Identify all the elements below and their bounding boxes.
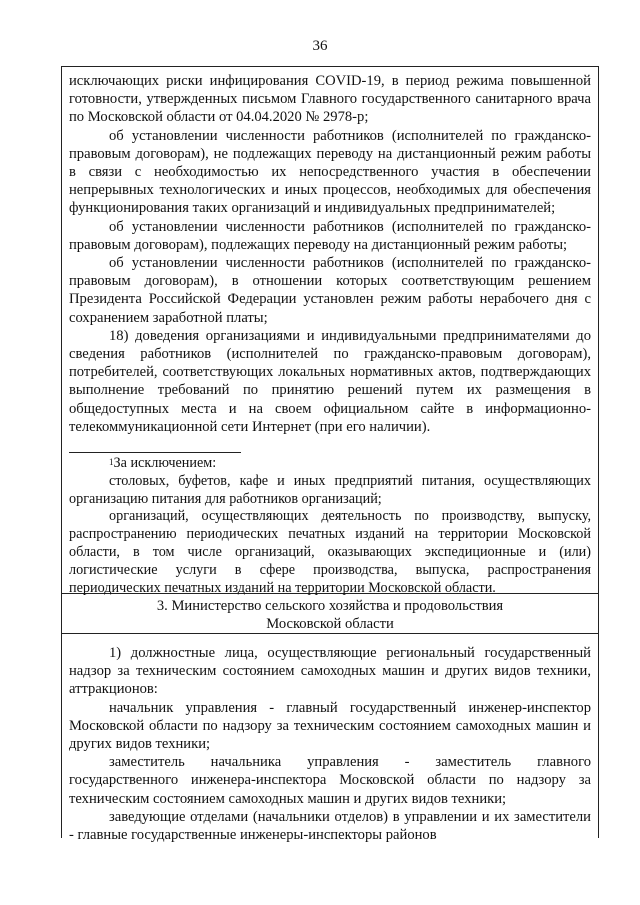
footnote-lead: [69, 455, 591, 473]
body-paragraph: 1) должностные лица, осуществляющие региональный государственный надзор за техническим состоянием самоходных машин и других видов техники, аттракционов:: [69, 645, 591, 698]
footnote: [69, 455, 591, 597]
body-paragraph: заведующие отделами (начальники отделов) в управлении и их заместители - главные государственные инженеры-инспекторы районов: [69, 808, 591, 844]
table-cell-requirements: [62, 67, 598, 594]
document-table: [61, 66, 599, 844]
body-paragraph: об установлении численности работников (исполнителей по гражданско-правовым договорам), подлежащих переводу на дистанционный режим работы;: [69, 218, 591, 253]
body-paragraph: исключающих риски инфицирования COVID-19, в период режима повышенной готовности, утвержденных письмом Главного государственного санитарного врача по Московской области от 04.04.2020 № 2978-р;: [69, 73, 591, 126]
footnote-paragraph: столовых, буфетов, кафе и иных предприятий питания, осуществляющих организацию питания для работников организаций;: [69, 472, 591, 507]
body-paragraph: 18) доведения организациями и индивидуальными предпринимателями до сведения работников (исполнителей по гражданско-правовым договорам), потребителей, соответствующих локальных нормативных актов, подтверждающих выполнение требований по принятию решений путем их размещения в общедоступных места и на своем официальном сайте в информационно-телекоммуникационной сети Интернет (при его наличии).: [69, 327, 591, 435]
section-heading-line: Московской области: [266, 616, 394, 633]
table-cell-officials: [62, 634, 598, 844]
footnote-divider: [69, 452, 241, 453]
page-number: 36: [312, 38, 328, 54]
body-paragraph: начальник управления - главный государственный инженер-инспектор Московской области по надзору за техническим состоянием самоходных машин и других видов техники;: [69, 699, 591, 753]
body-paragraph: об установлении численности работников (исполнителей по гражданско-правовым договорам), в отношении которых соответствующим решением Президента Российской Федерации установлен режим работы нерабочего дня с сохранением заработной платы;: [69, 255, 591, 326]
footnote-marker: 1: [109, 457, 114, 468]
footnote-paragraph: организаций, осуществляющих деятельность по производству, выпуску, распространению периодических печатных изданий на территории Московской области, в том числе организаций, оказывающих экспедиционные и (или) логистические услуги в сфере производства, выпуска, распространения периодических печатных изданий на территории Московской области.: [69, 508, 591, 596]
body-paragraph: об установлении численности работников (исполнителей по гражданско-правовым договорам), не подлежащих переводу на дистанционный режим работы в связи с необходимостью их непосредственного участия в обеспечении непрерывных технологических и иных процессов, необходимых для обеспечения функционирования таких организаций и индивидуальных предпринимателей;: [69, 127, 591, 217]
section-heading-line: 3. Министерство сельского хозяйства и продовольствия: [156, 598, 504, 614]
footnote-lead-text: За исключением:: [113, 455, 217, 472]
section-heading: [62, 594, 598, 634]
body-paragraph: заместитель начальника управления - заместитель главного государственного инженера-инспектора Московской области по надзору за техническим состоянием самоходных машин и других видов техники;: [69, 754, 591, 807]
